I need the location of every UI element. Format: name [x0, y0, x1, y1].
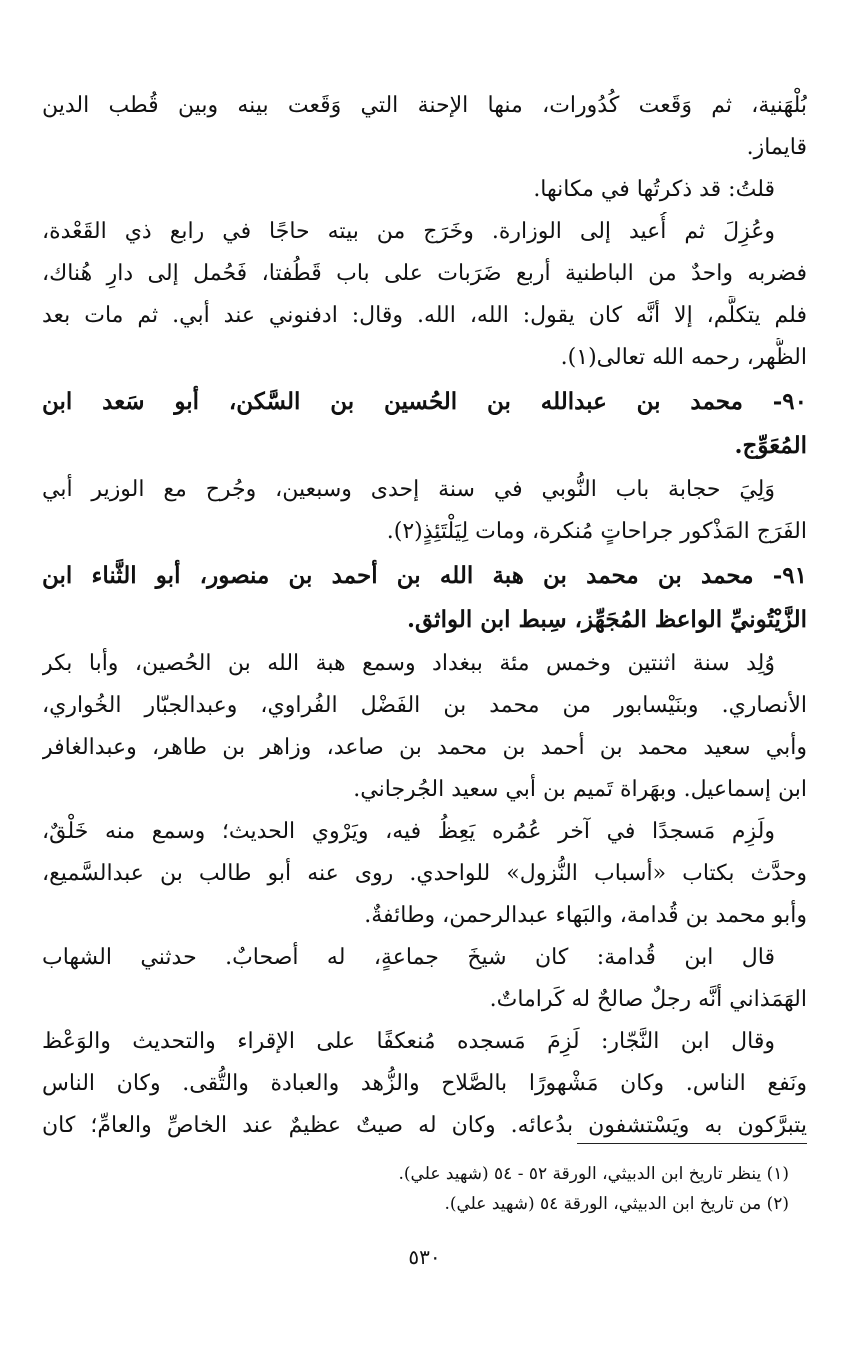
body-line: يتبرَّكون به ويَسْتشفون بدُعائه. وكان له صيتٌ عظيمٌ عند الخاصِّ والعامِّ؛ كان — [42, 1113, 807, 1138]
entry-heading-90: المُعَوِّج. — [734, 432, 807, 459]
body-line: الفَرَج المَذْكور جراحاتٍ مُنكرة، ومات لِيَلْتَئِذٍ(٢). — [386, 519, 807, 544]
body-line: الظُّهر، رحمه الله تعالى(١). — [560, 345, 807, 370]
entry-heading-91: ٩١- محمد بن محمد بن هبة الله بن أحمد بن منصور، أبو الثَّناء ابن — [42, 562, 807, 589]
footnote-2: (٢) من تاريخ ابن الدبيثي، الورقة ٥٤ (شهيد علي). — [444, 1194, 789, 1214]
body-line: وعُزِلَ ثم أُعيد إلى الوزارة. وخَرَج من بيته حاجًا في رابع ذي القَعْدة، — [42, 219, 775, 244]
body-line: وُلِد سنة اثنتين وخمس مئة ببغداد وسمع هبة الله بن الحُصين، وأبا بكر — [42, 651, 775, 676]
body-line: الهَمَذاني أنَّه رجلٌ صالحٌ له كَراماتٌ. — [489, 987, 807, 1012]
entry-heading-91: الزَّيْتُونيِّ الواعظ المُجَهِّز، سِبط ابن الواثق. — [406, 606, 807, 633]
body-line: بُلْهَنية، ثم وَقَعت كُدُورات، منها الإحنة التي وَقَعت بينه وبين قُطب الدين — [42, 93, 807, 118]
body-line: فضربه واحدٌ من الباطنية أربع ضَرَبات على باب قَطُفتا، فَحُمل إلى دارِ هُناك، — [42, 261, 807, 286]
body-line: وأبو محمد بن قُدامة، والبَهاء عبدالرحمن، وطائفةٌ. — [364, 903, 807, 928]
footnote-divider — [577, 1143, 807, 1144]
body-line: قلتُ: قد ذكرتُها في مكانها. — [533, 177, 775, 202]
body-line: فلم يتكلَّم، إلا أنَّه كان يقول: الله، الله. وقال: ادفنوني عند أبي. ثم مات بعد — [42, 303, 807, 328]
entry-heading-90: ٩٠- محمد بن عبدالله بن الحُسين بن السَّكن، أبو سَعد ابن — [42, 388, 807, 415]
body-line: الأنصاري. وبنَيْسابور من محمد بن الفَضْل الفُراوي، وعبدالجبّار الخُواري، — [42, 693, 807, 718]
body-line: قال ابن قُدامة: كان شيخَ جماعةٍ، له أصحابٌ. حدثني الشهاب — [42, 945, 775, 970]
body-line: وَلِيَ حجابة باب النُّوبي في سنة إحدى وسبعين، وجُرح مع الوزير أبي — [42, 477, 775, 502]
body-line: ونَفع الناس. وكان مَشْهورًا بالصَّلاح والزُّهد والعبادة والتُّقى. وكان الناس — [42, 1071, 807, 1096]
body-line: وأبي سعيد محمد بن أحمد بن محمد بن صاعد، وزاهر بن طاهر، وعبدالغافر — [42, 735, 807, 760]
page-number: ٥٣٠ — [408, 1245, 441, 1269]
body-line: ابن إسماعيل. وبهَراة تَميم بن أبي سعيد الجُرجاني. — [353, 777, 807, 802]
footnote-1: (١) ينظر تاريخ ابن الدبيثي، الورقة ٥٢ - ٥٤ (شهيد علي). — [398, 1164, 789, 1184]
body-line: ولَزِم مَسجدًا في آخر عُمُره يَعِظُ فيه، ويَرْوي الحديث؛ وسمع منه خَلْقٌ، — [42, 819, 775, 844]
body-line: قايماز. — [746, 135, 807, 160]
body-line: وقال ابن النَّجّار: لَزِمَ مَسجده مُنعكفًا على الإقراء والتحديث والوَعْظ — [42, 1029, 775, 1054]
body-line: وحدَّث بكتاب «أسباب النُّزول» للواحدي. روى عنه أبو طالب بن عبدالسَّميع، — [42, 861, 807, 886]
